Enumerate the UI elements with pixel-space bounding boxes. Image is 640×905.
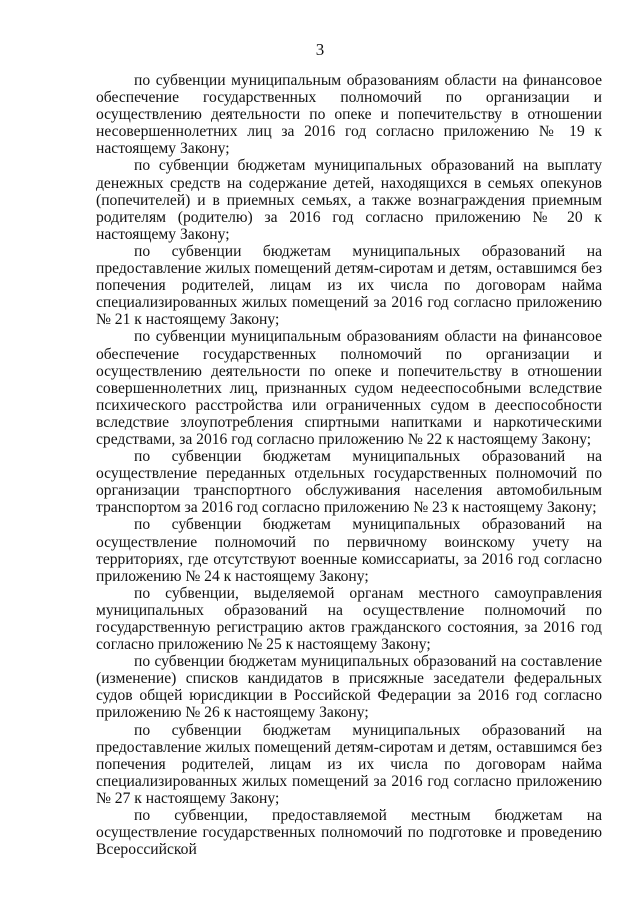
paragraph: по субвенции муниципальным образованиям области на финансовое обеспечение государственных полномочий по организации и осуществлению деятельности по опеке и попечительству в отношении совершеннолетних лиц, признанных судом недееспособными вследствие психического расстройства или ограниченных судом в дееспособности вследствие злоупотребления спиртными напитками и наркотическими средствами, за 2016 год согласно приложению № 22 к настоящему Закону; — [96, 328, 602, 448]
paragraph: по субвенции бюджетам муниципальных образований на осуществление переданных отдельных государственных полномочий по организации транспортного обслуживания населения автомобильным транспортом за 2016 год согласно приложению № 23 к настоящему Закону; — [96, 448, 602, 517]
document-body — [96, 72, 602, 858]
paragraph: по субвенции, предоставляемой местным бюджетам на осуществление государственных полномочий по подготовке и проведению Всероссийской — [96, 807, 602, 859]
page-number: 3 — [315, 40, 325, 59]
paragraph: по субвенции бюджетам муниципальных образований на осуществление полномочий по первичному воинскому учету на территориях, где отсутствуют военные комиссариаты, за 2016 год согласно приложению № 24 к настоящему Закону; — [96, 516, 602, 585]
paragraph: по субвенции бюджетам муниципальных образований на предоставление жилых помещений детям-сиротам и детям, оставшимся без попечения родителей, лицам из их числа по договорам найма специализированных жилых помещений за 2016 год согласно приложению № 21 к настоящему Закону; — [96, 242, 602, 329]
paragraph: по субвенции муниципальным образованиям области на финансовое обеспечение государственных полномочий по организации и осуществлению деятельности по опеке и попечительству в отношении несовершеннолетних лиц за 2016 год согласно приложению № 19 к настоящему Закону; — [96, 72, 602, 158]
paragraph: по субвенции бюджетам муниципальных образований на выплату денежных средств на содержание детей, находящихся в семьях опекунов (попечителей) и в приемных семьях, а также вознаграждения приемным родителям (родителю) за 2016 год согласно приложению № 20 к настоящему Закону; — [96, 157, 602, 243]
paragraph: по субвенции бюджетам муниципальных образований на составление (изменение) списков кандидатов в присяжные заседатели федеральных судов общей юрисдикции в Российской Федерации за 2016 год согласно приложению № 26 к настоящему Закону; — [96, 653, 602, 722]
paragraph: по субвенции бюджетам муниципальных образований на предоставление жилых помещений детям-сиротам и детям, оставшимся без попечения родителей, лицам из их числа по договорам найма специализированных жилых помещений за 2016 год согласно приложению № 27 к настоящему Закону; — [96, 721, 602, 807]
paragraph: по субвенции, выделяемой органам местного самоуправления муниципальных образований на осуществление полномочий по государственную регистрацию актов гражданского состояния, за 2016 год согласно приложению № 25 к настоящему Закону; — [96, 584, 602, 654]
